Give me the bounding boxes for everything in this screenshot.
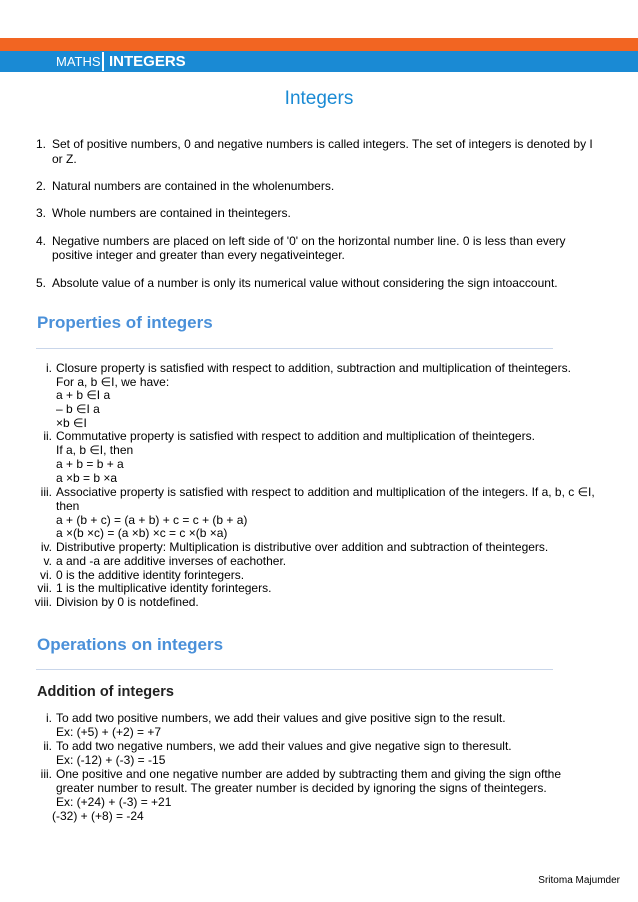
roman-numeral: iii.	[40, 485, 52, 499]
roman-numeral: ii.	[43, 429, 52, 443]
list-item-number: 1.	[36, 137, 47, 151]
operation-line: Ex: (-12) + (-3) = -15	[56, 753, 166, 767]
header-orange-stripe	[0, 38, 638, 51]
property-line: a + b = b + a	[56, 457, 124, 471]
section-divider	[36, 669, 553, 670]
property-line: 1 is the multiplicative identity forintegers.	[56, 581, 272, 595]
property-line: a ×(b ×c) = (a ×b) ×c = c ×(b ×a)	[56, 526, 228, 540]
roman-numeral: i.	[46, 361, 52, 375]
roman-numeral: v.	[43, 554, 52, 568]
header-subject: MATHS	[56, 54, 101, 69]
property-line: a + b ∈I a	[56, 388, 111, 402]
operation-line: greater number to result. The greater number is decided by ignoring the signs of theintegers.	[56, 781, 547, 795]
header-separator	[102, 52, 104, 71]
roman-numeral: iv.	[40, 540, 52, 554]
roman-numeral: vii.	[37, 581, 52, 595]
list-item-number: 5.	[36, 276, 47, 290]
list-item-text: Absolute value of a number is only its numerical value without considering the sign intoaccount.	[52, 276, 558, 290]
roman-numeral: iii.	[40, 767, 52, 781]
property-line: Closure property is satisfied with respect to addition, subtraction and multiplication of theintegers.	[56, 361, 571, 375]
header-chapter: INTEGERS	[109, 53, 186, 70]
property-line: Division by 0 is notdefined.	[56, 595, 199, 609]
property-line: ×b ∈I	[56, 416, 87, 430]
property-line: a + (b + c) = (a + b) + c = c + (b + a)	[56, 513, 248, 527]
list-item-text: Negative numbers are placed on left side of '0' on the horizontal number line. 0 is less than every	[52, 234, 566, 248]
operation-line: Ex: (+5) + (+2) = +7	[56, 725, 162, 739]
roman-numeral: vi.	[40, 568, 52, 582]
operation-line: (-32) + (+8) = -24	[52, 809, 144, 823]
operation-line: To add two negative numbers, we add their values and give negative sign to theresult.	[56, 739, 512, 753]
property-line: If a, b ∈I, then	[56, 443, 134, 457]
property-line: 0 is the additive identity forintegers.	[56, 568, 245, 582]
operation-line: To add two positive numbers, we add their values and give positive sign to the result.	[56, 711, 506, 725]
property-line: a ×b = b ×a	[56, 471, 118, 485]
section-heading-operations: Operations on integers	[37, 635, 224, 654]
property-line: a and -a are additive inverses of eachother.	[56, 554, 287, 568]
list-item-number: 3.	[36, 206, 47, 220]
page-title: Integers	[284, 88, 354, 109]
property-line: Distributive property: Multiplication is distributive over addition and subtraction of theintegers.	[56, 540, 549, 554]
operation-line: Ex: (+24) + (-3) = +21	[56, 795, 172, 809]
section-divider	[36, 348, 553, 349]
roman-numeral: i.	[46, 711, 52, 725]
section-heading-properties: Properties of integers	[37, 313, 213, 332]
property-line: Associative property is satisfied with respect to addition and multiplication of the integers. If a, b, c ∈I,	[56, 485, 595, 499]
property-line: For a, b ∈I, we have:	[56, 375, 170, 389]
list-item-text: positive integer and greater than every negativeinteger.	[52, 248, 345, 262]
roman-numeral: viii.	[34, 595, 52, 609]
list-item-text: Set of positive numbers, 0 and negative numbers is called integers. The set of integers is denoted by I	[52, 137, 593, 151]
roman-numeral: ii.	[43, 739, 52, 753]
list-item-text: Natural numbers are contained in the wholenumbers.	[52, 179, 335, 193]
property-line: Commutative property is satisfied with respect to addition and multiplication of theintegers.	[56, 429, 535, 443]
property-line: then	[56, 499, 80, 513]
property-line: – b ∈I a	[56, 402, 100, 416]
subheading-addition: Addition of integers	[37, 684, 174, 700]
footer-author: Sritoma Majumder	[538, 875, 620, 886]
list-item-text: Whole numbers are contained in theintegers.	[52, 206, 291, 220]
list-item-text: or Z.	[52, 152, 77, 166]
list-item-number: 4.	[36, 234, 47, 248]
operation-line: One positive and one negative number are added by subtracting them and giving the sign ofthe	[56, 767, 562, 781]
list-item-number: 2.	[36, 179, 47, 193]
